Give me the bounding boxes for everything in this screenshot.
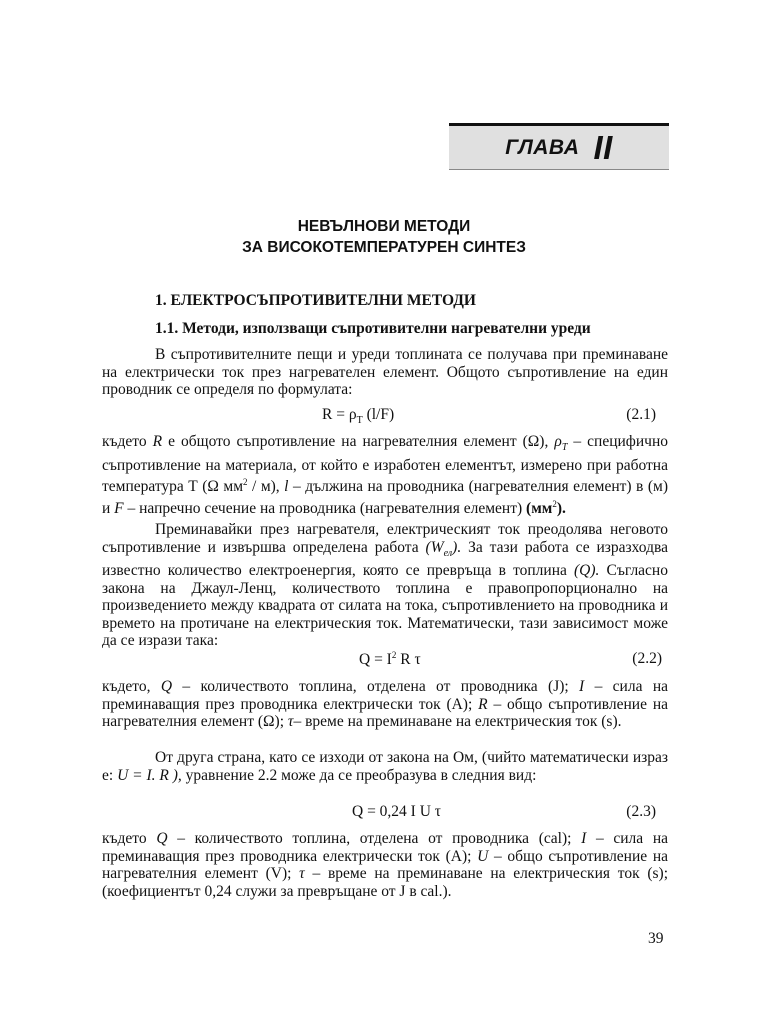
p3-text: Съгласно закона на Джаул-Ленц, количеството топлина е правопропорционално на произведението между квадрата от силата на тока, съпротивлението на проводника и времето на протичане на електрическия ток. Математически, тази зависимост може да се изрази така: <box>102 562 668 650</box>
p2-text: / м), <box>247 478 285 496</box>
paragraph-3 <box>102 521 668 650</box>
p2-text: – дължина на проводника (нагревателния елемент) в (м) и <box>102 478 668 517</box>
equation-2-3 <box>102 803 668 823</box>
paragraph-6 <box>102 830 668 900</box>
p4-text: – общо съпротивление на нагревателния елемент (Ω); <box>102 695 668 730</box>
p3-text: Преминавайки през нагревателя, електрическият ток преодолява неговото съпротивление и извършва определена работа <box>102 521 668 556</box>
p3-var-w-sub: ел <box>443 547 453 559</box>
p6-text: – количеството топлина, отделена от проводника (cal); <box>167 830 582 847</box>
chapter-number: II <box>593 128 613 166</box>
p6-var-tau: τ <box>299 865 305 882</box>
chapter-title-line-2: ЗА ВИСОКОТЕМПЕРАТУРЕН СИНТЕЗ <box>242 239 526 256</box>
p5-text: уравнение 2.2 може да се преобразува в следния вид: <box>181 766 537 784</box>
subsection-heading: 1.1. Методи, използващи съпротивителни нагревателни уреди <box>155 320 591 337</box>
equation-2-1-formula <box>322 406 394 426</box>
eq1-sub: T <box>356 415 363 427</box>
p2-sup: 2 <box>243 477 248 488</box>
equation-2-2-number: (2.2) <box>632 650 662 667</box>
p3-text: За тази работа се изразходва известно количество електроенергия, която се превръща в топлина <box>102 538 668 580</box>
eq1-rhs: (l/F) <box>362 406 395 423</box>
chapter-label: ГЛАВА <box>505 135 580 159</box>
p6-var-q: Q <box>156 830 168 847</box>
equation-2-1 <box>102 406 668 426</box>
p6-var-u: U <box>477 847 489 865</box>
p2-text: където <box>102 433 153 450</box>
p4-var-q: Q <box>160 678 173 695</box>
p2-var-l: l <box>284 478 289 496</box>
p5-text: От друга страна, като се изходи от закона на Ом, (чийто математически израз е: <box>102 749 668 784</box>
p2-text: – специфично съпротивление на материала, от който е изработен елементът, измерено при работна температура Т (Ω мм <box>102 433 668 496</box>
paragraph-5 <box>102 749 668 784</box>
paragraph-1: В съпротивителните пещи и уреди топлината се получава при преминаване на електрически ток през нагревателен елемент. Общото съпротивление на един проводник се определя по формулата: <box>102 346 668 398</box>
equation-2-1-number: (2.1) <box>626 406 656 423</box>
eq2-rhs: R τ <box>396 651 421 669</box>
equation-2-3-number: (2.3) <box>626 803 656 820</box>
p6-text: – сила на преминаващия през проводника електрически ток (А); <box>102 830 668 865</box>
equation-2-2 <box>102 650 668 670</box>
p6-text: – общо съпротивление на нагревателния елемент (V); <box>102 847 669 882</box>
p2-sup: 2 <box>552 498 557 509</box>
p6-text: – време на преминаване на електрическия ток (s); (коефициентът 0,24 служи за превръщане от J в cal.). <box>102 865 669 900</box>
p5-ohm-formula: U = I. R ), <box>117 766 182 784</box>
equation-2-3-formula: Q = 0,24 I U τ <box>352 803 442 820</box>
p2-var-rho: ρ <box>554 433 562 450</box>
p2-text: е общото съпротивление на нагревателния елемент (Ω), <box>162 433 555 450</box>
page-number: 39 <box>648 930 664 947</box>
p2-unit: (мм <box>526 499 553 517</box>
p3-var-w: (W <box>425 538 444 556</box>
paragraph-2 <box>102 433 668 517</box>
p4-text: където, <box>102 678 161 695</box>
p2-var-r: R <box>152 433 163 450</box>
p2-unit: ). <box>556 499 566 517</box>
p4-text: – количеството топлина, отделена от проводника (J); <box>172 678 580 695</box>
chapter-title-line-1: НЕВЪЛНОВИ МЕТОДИ <box>297 218 471 235</box>
p4-var-r: R <box>478 695 488 713</box>
p2-var-f: F <box>114 499 124 517</box>
eq2-lhs: Q = I <box>359 651 392 669</box>
p4-var-i: I <box>579 678 585 695</box>
p4-text: – сила на преминаващия през проводника електрически ток (А); <box>102 678 668 713</box>
p6-var-i: I <box>581 830 587 847</box>
p2-text: – напречно сечение на проводника (нагревателния елемент) <box>123 499 527 517</box>
p6-text: където <box>102 830 157 847</box>
eq2-sup: 2 <box>391 650 397 660</box>
paragraph-4 <box>102 678 668 731</box>
p3-var-w: ). <box>452 538 462 556</box>
p4-var-tau: τ <box>287 713 294 730</box>
section-heading: 1. ЕЛЕКТРОСЪПРОТИВИТЕЛНИ МЕТОДИ <box>155 292 476 309</box>
equation-2-2-formula <box>359 650 421 669</box>
eq1-lhs: R = <box>322 406 349 423</box>
eq1-rho: ρ <box>348 406 357 423</box>
p4-text: – време на преминаване на електрическия ток (s). <box>293 713 622 730</box>
chapter-banner <box>449 123 669 170</box>
p3-var-q: (Q). <box>574 562 600 580</box>
p2-var-rho-sub: T <box>561 442 568 454</box>
